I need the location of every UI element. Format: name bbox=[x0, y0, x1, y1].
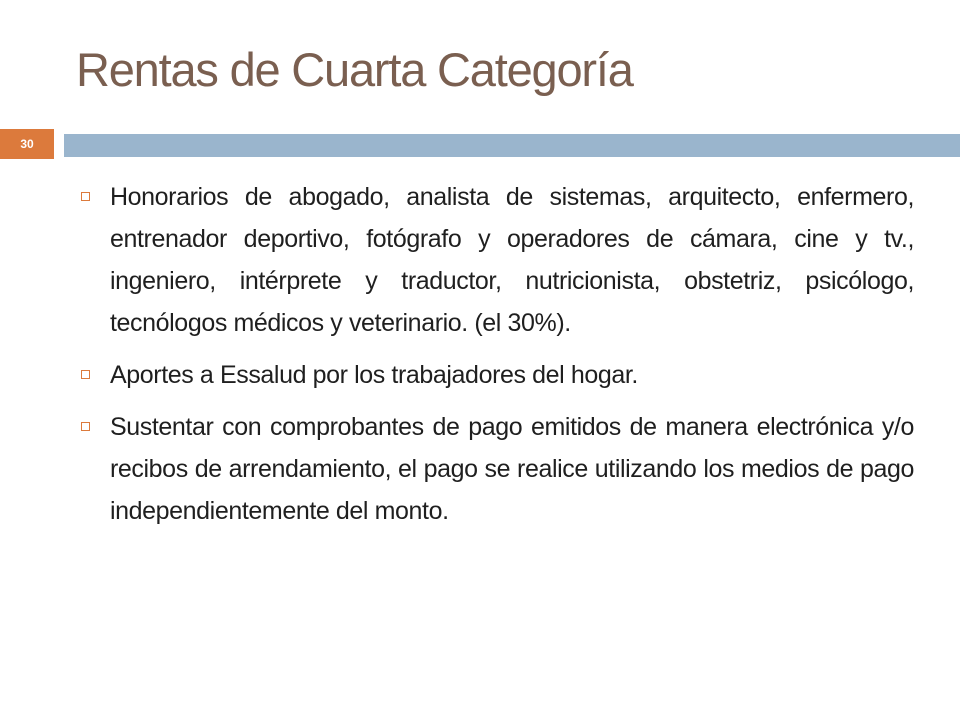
hollow-square-icon bbox=[81, 370, 90, 379]
slide-number-badge: 30 bbox=[0, 129, 54, 159]
bullet-item bbox=[76, 354, 914, 396]
bullet-text: Sustentar con comprobantes de pago emitidos de manera electrónica y/o recibos de arrendamiento, el pago se realice utilizando los medios de pago independientemente del monto. bbox=[110, 413, 914, 525]
slide-title: Rentas de Cuarta Categoría bbox=[76, 43, 633, 96]
bullet-text: Honorarios de abogado, analista de sistemas, arquitecto, enfermero, entrenador deportivo, fotógrafo y operadores de cámara, cine y tv., ingeniero, intérprete y traductor, nutricionista, obstetriz, psicólogo, tecnólogos médicos y veterinario. (el 30%). bbox=[110, 183, 914, 337]
bullet-list bbox=[76, 176, 914, 542]
title-divider-bar bbox=[64, 134, 960, 157]
bullet-item bbox=[76, 176, 914, 344]
bullet-text: Aportes a Essalud por los trabajadores del hogar. bbox=[110, 361, 638, 389]
bullet-item bbox=[76, 406, 914, 532]
hollow-square-icon bbox=[81, 192, 90, 201]
hollow-square-icon bbox=[81, 422, 90, 431]
